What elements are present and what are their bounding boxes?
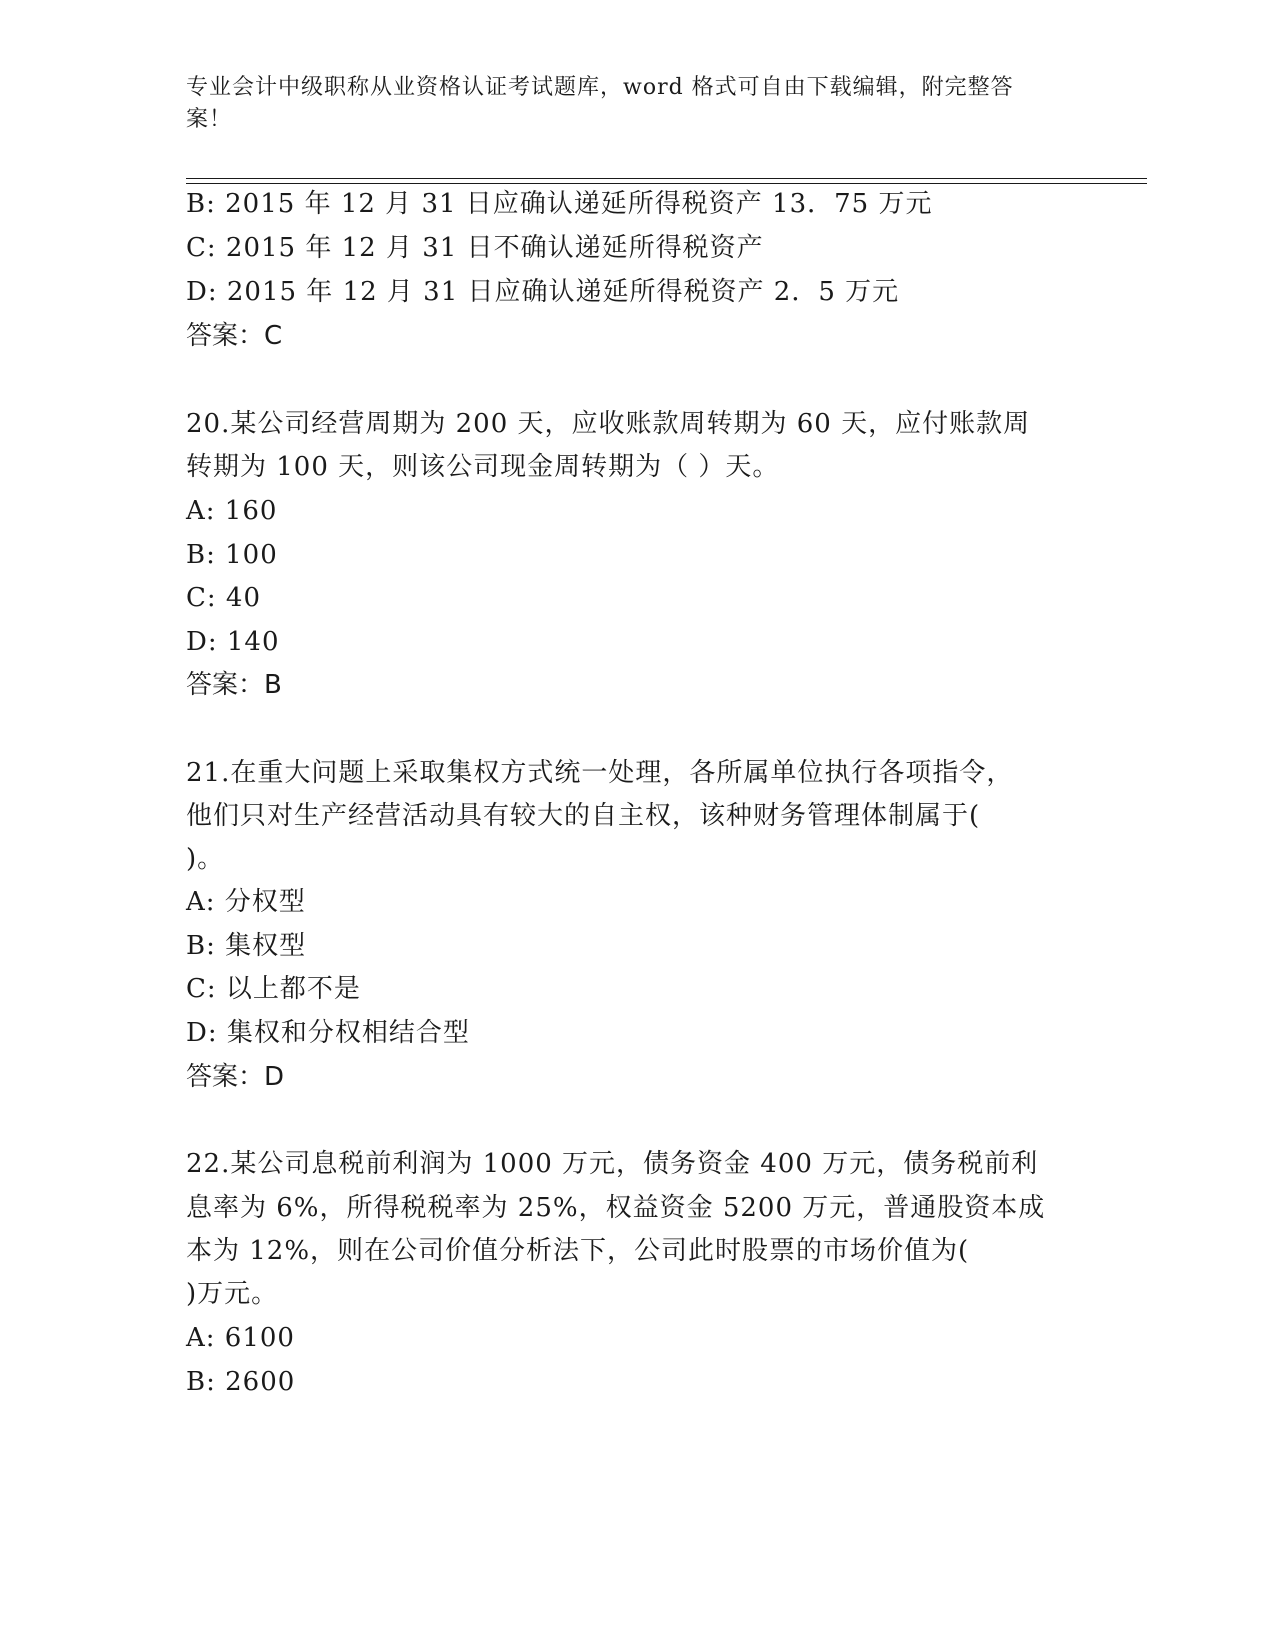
q20-option-c: C: 40	[186, 583, 262, 613]
header-divider-bottom	[186, 183, 1147, 184]
q19-option-b: B: 2015 年 12 月 31 日应确认递延所得税资产 13．75 万元	[186, 189, 933, 219]
q20-option-a: A: 160	[186, 496, 278, 526]
q20-option-b: B: 100	[186, 540, 278, 570]
q20-stem-line-1: 20.某公司经营周期为 200 天，应收账款周转期为 60 天，应付账款周	[186, 409, 1031, 439]
q21-option-c: C: 以上都不是	[186, 974, 361, 1004]
q21-option-a: A: 分权型	[186, 887, 306, 917]
q21-option-b: B: 集权型	[186, 931, 307, 961]
q21-stem-line-3: )。	[186, 844, 225, 874]
q22-stem-line-1: 22.某公司息税前利润为 1000 万元，债务资金 400 万元，债务税前利	[186, 1149, 1039, 1179]
q20-option-d: D: 140	[186, 627, 280, 657]
q21-stem-line-2: 他们只对生产经营活动具有较大的自主权，该种财务管理体制属于(	[186, 801, 981, 831]
q20-stem-line-2: 转期为 100 天，则该公司现金周转期为（ ）天。	[186, 452, 780, 482]
q22-stem-line-3: 本为 12%，则在公司价值分析法下，公司此时股票的市场价值为(	[186, 1236, 970, 1266]
q21-stem-line-1: 21.在重大问题上采取集权方式统一处理，各所属单位执行各项指令，	[186, 758, 1014, 788]
header-line-1: 专业会计中级职称从业资格认证考试题库，word 格式可自由下载编辑，附完整答	[186, 75, 1014, 100]
q19-option-d: D: 2015 年 12 月 31 日应确认递延所得税资产 2．5 万元	[186, 277, 900, 307]
q21-option-d: D: 集权和分权相结合型	[186, 1018, 470, 1048]
page-header	[186, 72, 1066, 136]
q22-stem-line-4: )万元。	[186, 1279, 279, 1309]
q22-stem-line-2: 息率为 6%，所得税税率为 25%，权益资金 5200 万元，普通股资本成	[186, 1193, 1046, 1223]
header-divider-top	[186, 178, 1147, 179]
q22-option-a: A: 6100	[186, 1323, 295, 1353]
q22-option-b: B: 2600	[186, 1367, 296, 1397]
q20-answer: 答案：B	[186, 670, 282, 700]
q19-option-c: C: 2015 年 12 月 31 日不确认递延所得税资产	[186, 233, 764, 263]
q19-answer: 答案：C	[186, 321, 283, 351]
header-line-2: 案！	[186, 107, 233, 132]
q21-answer: 答案：D	[186, 1062, 285, 1092]
